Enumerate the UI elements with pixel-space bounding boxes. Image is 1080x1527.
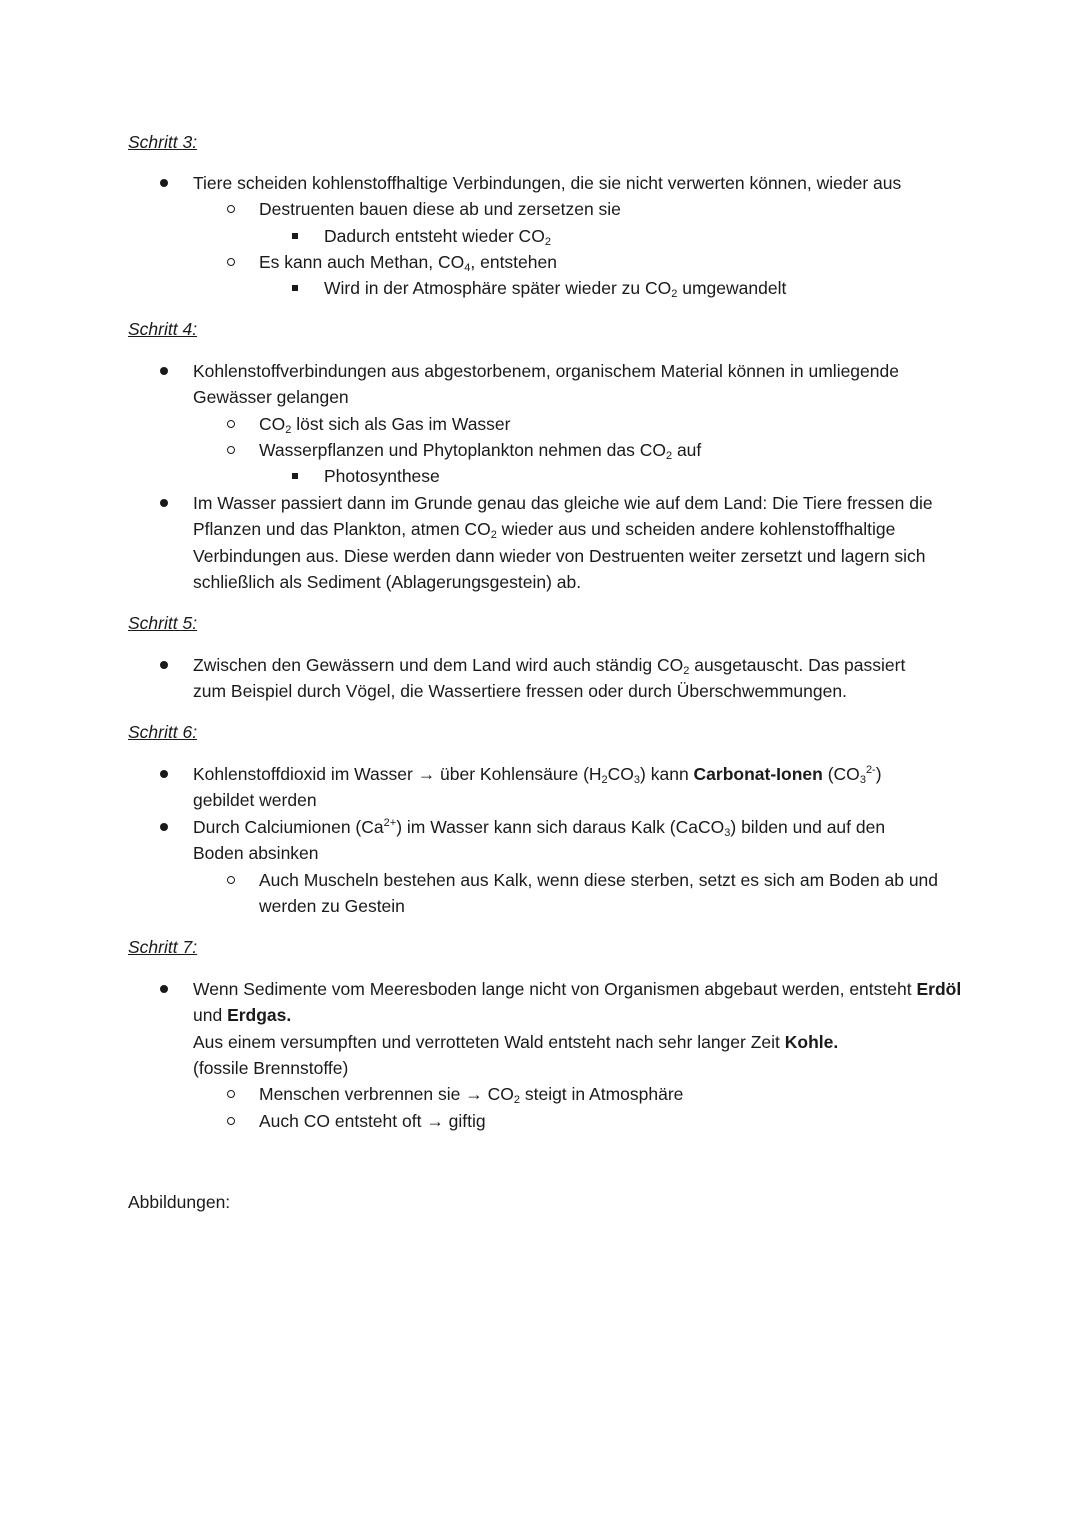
arrow-right-icon: → [465, 1084, 483, 1104]
sub-bullet-item: Wasserpflanzen und Phytoplankton nehmen das $CO_2$ auf [259, 437, 959, 463]
sub-bullet-item: Auch Muscheln bestehen aus Kalk, wenn diese sterben, setzt es sich am Boden ab und werden zu Gestein [259, 867, 949, 920]
sub-sub-bullet-item: Dadurch entsteht wieder $CO_2$ [324, 223, 944, 249]
sub-bullet-item: Menschen verbrennen sie → $CO_2$ steigt in Atmosphäre [259, 1081, 959, 1107]
bullet-item: Durch Calciumionen $(Ca^{2+})$ im Wasser kann sich daraus Kalk (CaCO$_3$) bilden und auf den Boden absinken [193, 814, 923, 867]
bullet-item: Wenn Sedimente vom Meeresboden lange nicht von Organismen abgebaut werden, entsteht Erdöl und Erdgas. Aus einem versumpften und verrotteten Wald entsteht nach sehr langer Zeit Kohle. (fossile Brennstoffe) [193, 976, 968, 1081]
section-heading-schritt-6: Schritt 6: [128, 722, 198, 742]
sub-bullet-item: Es kann auch Methan, $CO_4$, entstehen [259, 249, 959, 275]
bullet-item: Zwischen den Gewässern und dem Land wird auch ständig $CO_2$ ausgetauscht. Das passiert zum Beispiel durch Vögel, die Wassertiere fressen oder durch Überschwemmungen. [193, 652, 933, 705]
arrow-right-icon: → [426, 1111, 444, 1131]
section-heading-schritt-4: Schritt 4: [128, 319, 198, 339]
sub-sub-bullet-item: Wird in der Atmosphäre später wieder zu $CO_2$ umgewandelt [324, 275, 944, 301]
sub-bullet-item: $CO_2$ löst sich als Gas im Wasser [259, 411, 959, 437]
arrow-right-icon: → [417, 764, 436, 784]
sub-sub-bullet-item: Photosynthese [324, 463, 944, 489]
section-heading-schritt-5: Schritt 5: [128, 613, 198, 633]
bullet-item: Kohlenstoffverbindungen aus abgestorbenem, organischem Material können in umliegende Gewässer gelangen [193, 358, 963, 411]
section-heading-schritt-3: Schritt 3: [128, 132, 198, 152]
bullet-item: Im Wasser passiert dann im Grunde genau das gleiche wie auf dem Land: Die Tiere fressen die Pflanzen und das Plankton, atmen $CO_2$ wieder aus und scheiden andere kohlenstoffhaltige Verbindungen aus. Diese werden dann wieder von Destruenten weiter zersetzt und lagern sich schließlich als Sediment (Ablagerungsgestein) ab. [193, 490, 943, 595]
bullet-item: Kohlenstoffdioxid im Wasser → über Kohlensäure $(H_2CO_3)$ kann Carbonat-Ionen $(CO_3^{2-})$ gebildet werden [193, 761, 923, 814]
bullet-item: Tiere scheiden kohlenstoffhaltige Verbindungen, die sie nicht verwerten können, wieder aus [193, 170, 963, 196]
sub-bullet-item: Auch CO entsteht oft → giftig [259, 1108, 959, 1134]
section-heading-schritt-7: Schritt 7: [128, 937, 198, 957]
sub-bullet-item: Destruenten bauen diese ab und zersetzen sie [259, 196, 959, 222]
figures-label: Abbildungen: [128, 1192, 231, 1212]
